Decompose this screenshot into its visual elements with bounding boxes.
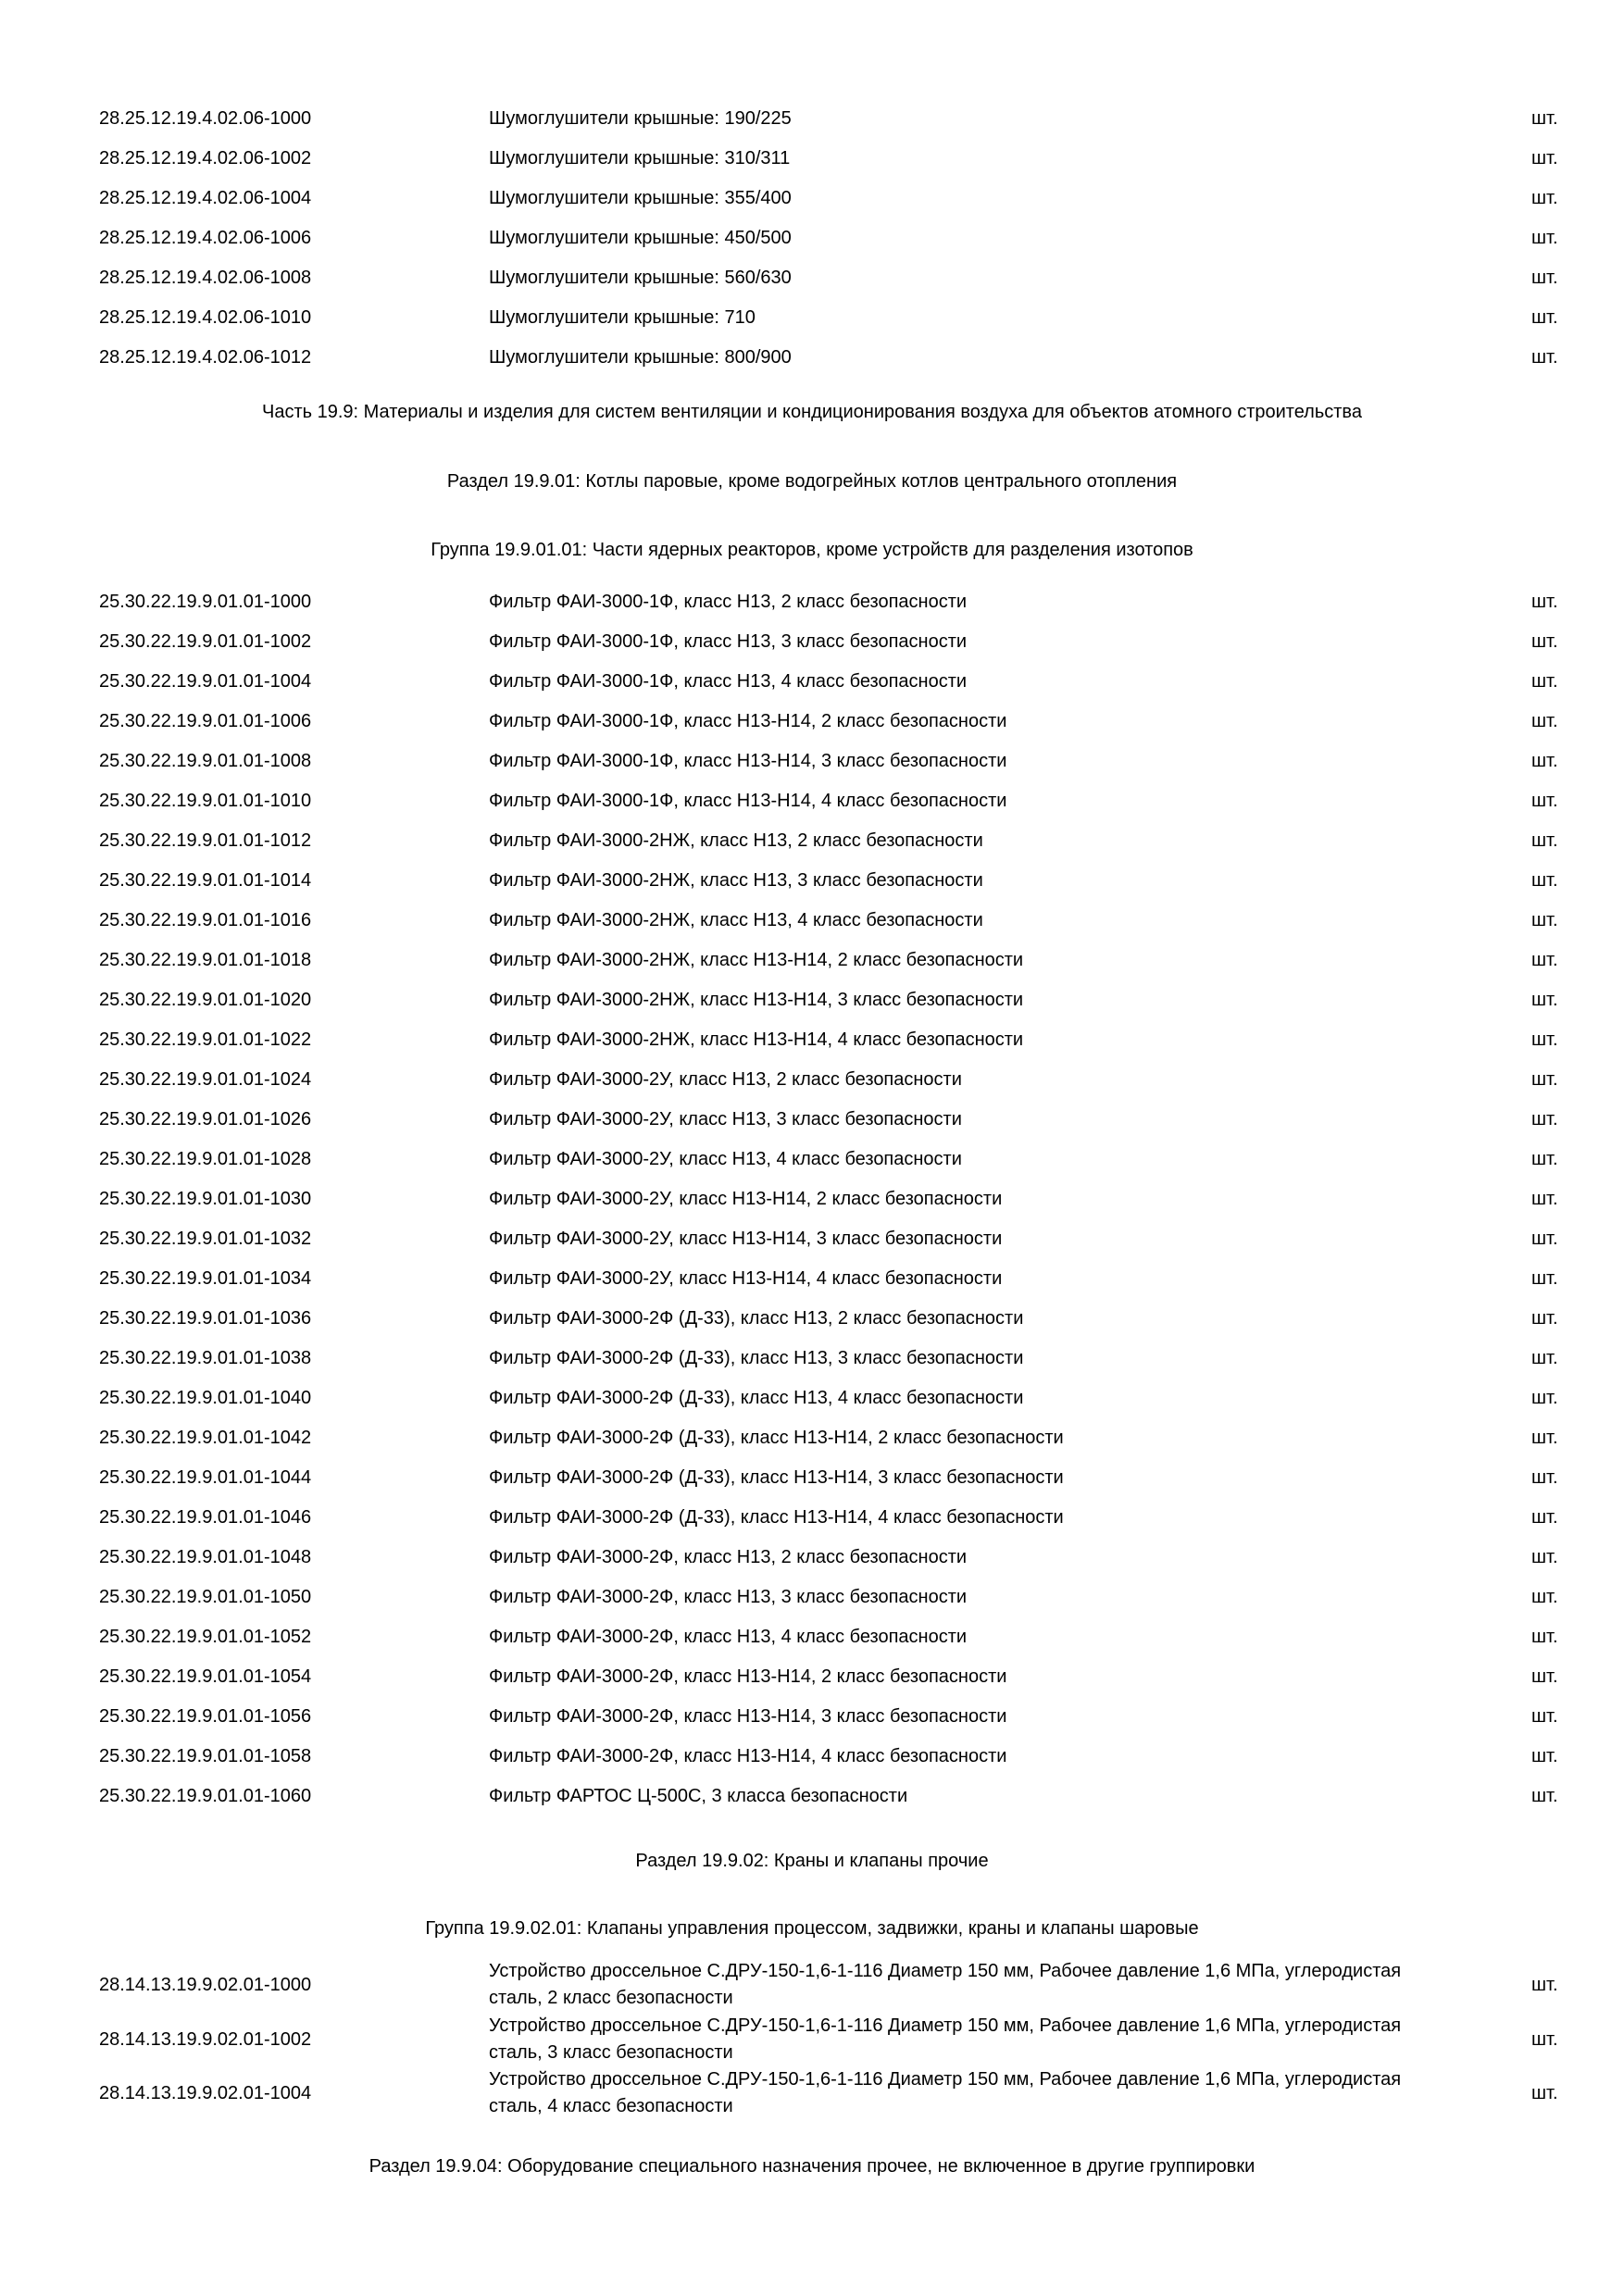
table-row	[0, 1219, 1624, 1259]
item-name: Фильтр ФАИ-3000-2Ф (Д-33), класс Н13, 3 класс безопасности	[489, 1348, 1024, 1368]
item-unit: шт.	[1531, 751, 1558, 771]
table-row	[0, 980, 1624, 1020]
table-row	[0, 1737, 1624, 1777]
table-row	[0, 1617, 1624, 1657]
table-row	[0, 99, 1624, 139]
table-row	[0, 139, 1624, 179]
table-row	[0, 1060, 1624, 1100]
item-code: 25.30.22.19.9.01.01-1042	[99, 1428, 312, 1448]
item-unit: шт.	[1531, 671, 1558, 692]
item-name: Фильтр ФАИ-3000-2Ф, класс Н13-Н14, 2 класс безопасности	[489, 1666, 1007, 1687]
item-name: Шумоглушители крышные: 310/311	[489, 148, 791, 168]
table-row	[0, 1777, 1624, 1816]
item-unit: шт.	[1531, 1109, 1558, 1129]
item-code: 25.30.22.19.9.01.01-1024	[99, 1069, 312, 1090]
part-heading: Часть 19.9: Материалы и изделия для систем вентиляции и кондиционирования воздуха для объектов атомного строительства	[262, 402, 1362, 422]
table-row	[0, 179, 1624, 218]
item-name: Фильтр ФАИ-3000-2Ф, класс Н13, 3 класс безопасности	[489, 1587, 968, 1607]
item-name: Фильтр ФАИ-3000-2У, класс Н13-Н14, 2 класс безопасности	[489, 1189, 1003, 1209]
item-name: Фильтр ФАИ-3000-1Ф, класс Н13-Н14, 3 класс безопасности	[489, 751, 1007, 771]
item-code: 25.30.22.19.9.01.01-1018	[99, 950, 312, 970]
item-code: 25.30.22.19.9.01.01-1044	[99, 1467, 312, 1488]
item-code: 28.14.13.19.9.02.01-1002	[99, 2028, 312, 2050]
table-row	[0, 258, 1624, 298]
item-unit: шт.	[1531, 990, 1558, 1010]
item-unit: шт.	[1531, 910, 1558, 930]
item-unit: шт.	[1531, 1587, 1558, 1607]
item-name: Фильтр ФАИ-3000-2У, класс Н13-Н14, 4 класс безопасности	[489, 1268, 1003, 1289]
group-heading: Группа 19.9.01.01: Части ядерных реакторов, кроме устройств для разделения изотопов	[431, 540, 1193, 560]
item-code: 28.25.12.19.4.02.06-1000	[99, 108, 312, 129]
table-row	[0, 742, 1624, 781]
item-unit: шт.	[1531, 592, 1558, 612]
item-code: 28.25.12.19.4.02.06-1006	[99, 228, 312, 248]
item-name: Фильтр ФАИ-3000-1Ф, класс Н13, 4 класс безопасности	[489, 671, 968, 692]
item-unit: шт.	[1531, 1786, 1558, 1806]
item-name: Фильтр ФАИ-3000-2НЖ, класс Н13, 4 класс безопасности	[489, 910, 983, 930]
item-code: 25.30.22.19.9.01.01-1026	[99, 1109, 312, 1129]
item-code: 25.30.22.19.9.01.01-1036	[99, 1308, 312, 1329]
table-row	[0, 1498, 1624, 1538]
item-name: Фильтр ФАИ-3000-2НЖ, класс Н13, 2 класс безопасности	[489, 830, 983, 851]
table-row	[0, 1958, 1624, 2012]
table-row	[0, 2066, 1624, 2120]
item-code: 25.30.22.19.9.01.01-1006	[99, 711, 312, 731]
item-code: 25.30.22.19.9.01.01-1010	[99, 791, 312, 811]
item-code: 28.25.12.19.4.02.06-1002	[99, 148, 312, 168]
item-unit: шт.	[1531, 631, 1558, 652]
item-name: Фильтр ФАИ-3000-2Ф, класс Н13-Н14, 3 класс безопасности	[489, 1706, 1007, 1727]
table-row	[0, 1697, 1624, 1737]
item-code: 28.25.12.19.4.02.06-1004	[99, 188, 312, 208]
item-code: 25.30.22.19.9.01.01-1038	[99, 1348, 312, 1368]
item-code: 25.30.22.19.9.01.01-1012	[99, 830, 312, 851]
table-row	[0, 1418, 1624, 1458]
item-name: Устройство дроссельное С.ДРУ-150-1,6-1-116 Диаметр 150 мм, Рабочее давление 1,6 МПа, углеродистая сталь, 4 класс безопасности	[489, 2069, 1402, 2116]
item-name: Фильтр ФАИ-3000-2Ф, класс Н13, 4 класс безопасности	[489, 1627, 968, 1647]
table-row	[0, 1299, 1624, 1339]
item-unit: шт.	[1531, 1666, 1558, 1687]
item-name: Фильтр ФАИ-3000-2Ф (Д-33), класс Н13-Н14, 3 класс безопасности	[489, 1467, 1064, 1488]
item-unit: шт.	[1531, 1229, 1558, 1249]
item-code: 25.30.22.19.9.01.01-1022	[99, 1029, 312, 1050]
item-unit: шт.	[1531, 1149, 1558, 1169]
item-name: Фильтр ФАИ-3000-2Ф, класс Н13-Н14, 4 класс безопасности	[489, 1746, 1007, 1766]
section-heading: Раздел 19.9.04: Оборудование специального назначения прочее, не включенное в другие группировки	[369, 2156, 1255, 2177]
item-name: Фильтр ФАИ-3000-2Ф, класс Н13, 2 класс безопасности	[489, 1547, 968, 1567]
table-row	[0, 662, 1624, 702]
item-name: Фильтр ФАИ-3000-2Ф (Д-33), класс Н13, 4 класс безопасности	[489, 1388, 1024, 1408]
item-unit: шт.	[1531, 108, 1558, 129]
item-unit: шт.	[1531, 1308, 1558, 1329]
item-unit: шт.	[1531, 950, 1558, 970]
item-code: 28.14.13.19.9.02.01-1000	[99, 1975, 312, 1995]
item-code: 25.30.22.19.9.01.01-1020	[99, 990, 312, 1010]
item-unit: шт.	[1531, 268, 1558, 288]
item-name: Фильтр ФАИ-3000-2Ф (Д-33), класс Н13-Н14, 2 класс безопасности	[489, 1428, 1064, 1448]
table-row	[0, 1657, 1624, 1697]
item-unit: шт.	[1531, 1428, 1558, 1448]
table-row	[0, 2013, 1624, 2066]
table-row	[0, 338, 1624, 378]
table-row	[0, 582, 1624, 622]
item-unit: шт.	[1531, 307, 1558, 328]
item-name: Шумоглушители крышные: 450/500	[489, 228, 792, 248]
item-name: Фильтр ФАИ-3000-1Ф, класс Н13-Н14, 2 класс безопасности	[489, 711, 1007, 731]
item-name: Шумоглушители крышные: 560/630	[489, 268, 792, 288]
item-code: 25.30.22.19.9.01.01-1032	[99, 1229, 312, 1249]
item-unit: шт.	[1531, 1547, 1558, 1567]
table-row	[0, 1379, 1624, 1418]
item-unit: шт.	[1531, 1268, 1558, 1289]
item-unit: шт.	[1531, 1706, 1558, 1727]
item-code: 25.30.22.19.9.01.01-1050	[99, 1587, 312, 1607]
item-unit: шт.	[1531, 791, 1558, 811]
item-name: Фильтр ФАИ-3000-2Ф (Д-33), класс Н13-Н14, 4 класс безопасности	[489, 1507, 1064, 1528]
item-unit: шт.	[1531, 1975, 1558, 1995]
item-code: 25.30.22.19.9.01.01-1002	[99, 631, 312, 652]
table-row	[0, 901, 1624, 941]
item-unit: шт.	[1531, 870, 1558, 891]
item-code: 25.30.22.19.9.01.01-1052	[99, 1627, 312, 1647]
item-name: Фильтр ФАИ-3000-2У, класс Н13, 4 класс безопасности	[489, 1149, 962, 1169]
item-name: Фильтр ФАИ-3000-2НЖ, класс Н13-Н14, 3 класс безопасности	[489, 990, 1024, 1010]
item-name: Шумоглушители крышные: 355/400	[489, 188, 792, 208]
item-code: 28.25.12.19.4.02.06-1010	[99, 307, 312, 328]
item-name: Фильтр ФАИ-3000-2Ф (Д-33), класс Н13, 2 класс безопасности	[489, 1308, 1024, 1329]
item-unit: шт.	[1531, 1189, 1558, 1209]
item-name: Устройство дроссельное С.ДРУ-150-1,6-1-116 Диаметр 150 мм, Рабочее давление 1,6 МПа, углеродистая сталь, 3 класс безопасности	[489, 2015, 1402, 2063]
item-name: Фильтр ФАИ-3000-1Ф, класс Н13, 3 класс безопасности	[489, 631, 968, 652]
table-row	[0, 1339, 1624, 1379]
item-code: 25.30.22.19.9.01.01-1016	[99, 910, 312, 930]
item-name: Фильтр ФАИ-3000-2НЖ, класс Н13-Н14, 4 класс безопасности	[489, 1029, 1024, 1050]
item-name: Шумоглушители крышные: 710	[489, 307, 756, 328]
item-code: 25.30.22.19.9.01.01-1000	[99, 592, 312, 612]
item-code: 25.30.22.19.9.01.01-1014	[99, 870, 312, 891]
table-row	[0, 781, 1624, 821]
item-name: Фильтр ФАРТОС Ц-500С, 3 класса безопасности	[489, 1786, 908, 1806]
item-code: 25.30.22.19.9.01.01-1048	[99, 1547, 312, 1567]
item-code: 25.30.22.19.9.01.01-1056	[99, 1706, 312, 1727]
table-row	[0, 821, 1624, 861]
section-heading: Раздел 19.9.01: Котлы паровые, кроме водогрейных котлов центрального отопления	[446, 471, 1178, 492]
item-name: Фильтр ФАИ-3000-2НЖ, класс Н13, 3 класс безопасности	[489, 870, 983, 891]
item-unit: шт.	[1531, 1069, 1558, 1090]
item-unit: шт.	[1531, 1467, 1558, 1488]
table-row	[0, 1179, 1624, 1219]
item-unit: шт.	[1531, 711, 1558, 731]
group-heading: Группа 19.9.02.01: Клапаны управления процессом, задвижки, краны и клапаны шаровые	[425, 1918, 1199, 1939]
section-heading: Раздел 19.9.02: Краны и клапаны прочие	[635, 1851, 989, 1871]
item-name: Фильтр ФАИ-3000-2НЖ, класс Н13-Н14, 2 класс безопасности	[489, 950, 1024, 970]
table-row	[0, 1140, 1624, 1179]
table-row	[0, 1100, 1624, 1140]
item-unit: шт.	[1531, 1746, 1558, 1766]
item-name: Фильтр ФАИ-3000-2У, класс Н13, 2 класс безопасности	[489, 1069, 962, 1090]
item-code: 25.30.22.19.9.01.01-1030	[99, 1189, 312, 1209]
table-row	[0, 1020, 1624, 1060]
item-unit: шт.	[1531, 830, 1558, 851]
item-name: Шумоглушители крышные: 800/900	[489, 347, 792, 368]
table-row	[0, 861, 1624, 901]
item-unit: шт.	[1531, 188, 1558, 208]
item-name: Устройство дроссельное С.ДРУ-150-1,6-1-116 Диаметр 150 мм, Рабочее давление 1,6 МПа, углеродистая сталь, 2 класс безопасности	[489, 1961, 1402, 2008]
table-row	[0, 1259, 1624, 1299]
item-code: 28.14.13.19.9.02.01-1004	[99, 2083, 312, 2103]
item-unit: шт.	[1531, 1348, 1558, 1368]
item-code: 28.25.12.19.4.02.06-1008	[99, 268, 312, 288]
table-row	[0, 1458, 1624, 1498]
item-unit: шт.	[1531, 1507, 1558, 1528]
table-row	[0, 941, 1624, 980]
item-name: Фильтр ФАИ-3000-1Ф, класс Н13, 2 класс безопасности	[489, 592, 968, 612]
item-code: 25.30.22.19.9.01.01-1058	[99, 1746, 312, 1766]
item-unit: шт.	[1531, 1029, 1558, 1050]
item-name: Фильтр ФАИ-3000-2У, класс Н13, 3 класс безопасности	[489, 1109, 962, 1129]
item-unit: шт.	[1531, 228, 1558, 248]
item-unit: шт.	[1531, 2028, 1558, 2050]
item-unit: шт.	[1531, 1388, 1558, 1408]
item-name: Шумоглушители крышные: 190/225	[489, 108, 792, 129]
item-unit: шт.	[1531, 2083, 1558, 2103]
item-code: 25.30.22.19.9.01.01-1040	[99, 1388, 312, 1408]
table-row	[0, 702, 1624, 742]
item-code: 25.30.22.19.9.01.01-1060	[99, 1786, 312, 1806]
item-code: 25.30.22.19.9.01.01-1034	[99, 1268, 312, 1289]
item-unit: шт.	[1531, 148, 1558, 168]
table-row	[0, 622, 1624, 662]
item-code: 25.30.22.19.9.01.01-1004	[99, 671, 312, 692]
table-row	[0, 218, 1624, 258]
item-code: 25.30.22.19.9.01.01-1008	[99, 751, 312, 771]
item-code: 28.25.12.19.4.02.06-1012	[99, 347, 312, 368]
item-unit: шт.	[1531, 1627, 1558, 1647]
item-name: Фильтр ФАИ-3000-2У, класс Н13-Н14, 3 класс безопасности	[489, 1229, 1003, 1249]
item-code: 25.30.22.19.9.01.01-1028	[99, 1149, 312, 1169]
item-unit: шт.	[1531, 347, 1558, 368]
table-row	[0, 298, 1624, 338]
table-row	[0, 1578, 1624, 1617]
table-row	[0, 1538, 1624, 1578]
item-code: 25.30.22.19.9.01.01-1054	[99, 1666, 312, 1687]
item-name: Фильтр ФАИ-3000-1Ф, класс Н13-Н14, 4 класс безопасности	[489, 791, 1007, 811]
item-code: 25.30.22.19.9.01.01-1046	[99, 1507, 312, 1528]
